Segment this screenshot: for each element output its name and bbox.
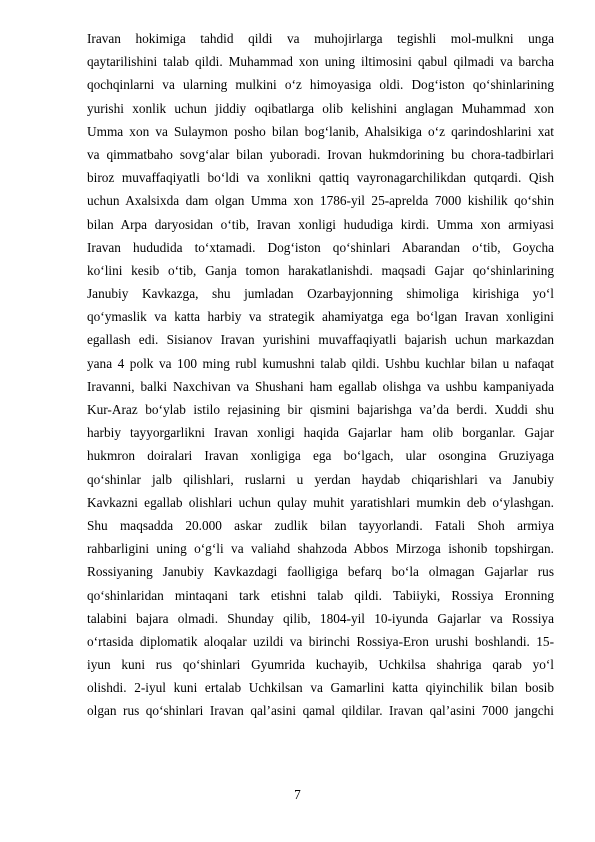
text-line: yurishi xonlik uchun jiddiy oqibatlarga olib kelishini anglagan Muhammad xon (87, 100, 554, 116)
text-line: Iravan hokimiga tahdid qildi va muhojirlarga tegishli mol-mulkni unga (87, 31, 554, 46)
text-line: talabini bajara olmadi. Shunday qilib, 1804-yil 10-iyunda Gajarlar va Rossiya (87, 610, 554, 626)
text-line: Umma xon va Sulaymon posho bilan bog‘lanib, Ahalsikiga o‘z qarindoshlarini xat (87, 123, 554, 139)
text-line: Kur-Araz bo‘ylab istilo rejasining bir qismini bajarishga va’da berdi. Xuddi shu (87, 402, 554, 417)
text-line: biroz muvaffaqiyatli bo‘ldi va xonlikni qattiq vayronagarchilikdan qutqardi. Qish (87, 170, 554, 186)
text-line: uchun Axalsixda dam olgan Umma xon 1786-yil 25-aprelda 7000 kishilik qo‘shin (87, 193, 554, 209)
text-line: qochqinlarni va ularning mulkini o‘z himoyasiga oldi. Dog‘iston qo‘shinlarining (87, 77, 554, 93)
text-line: bilan Arpa daryosidan o‘tib, Iravan xonligi hududiga kirdi. Umma xon armiyasi (87, 216, 554, 232)
text-line: olishdi. 2-iyul kuni ertalab Uchkilsan va Gamarlini katta qiyinchilik bilan bosib (87, 680, 554, 696)
text-line: yana 4 polk va 100 ming rubl kumushni talab qildi. Ushbu kuchlar bilan u nafaqat (87, 355, 554, 371)
text-line: qo‘shinlar jalb qilishlari, ruslarni u yerdan haydab chiqarishlari va Janubiy (87, 471, 554, 487)
text-line: Janubiy Kavkazga, shu jumladan Ozarbayjonning shimoliga kirishiga yo‘l (87, 286, 554, 302)
text-line: ko‘lini kesib o‘tib, Ganja tomon harakatlanishdi. maqsadi Gajar qo‘shinlarining (87, 262, 554, 278)
text-line: qo‘ymaslik va katta harbiy va strategik ahamiyatga ega bo‘lgan Iravan xonligini (87, 309, 554, 325)
document-body (87, 27, 554, 723)
text-line: o‘rtasida diplomatik aloqalar uzildi va birinchi Rossiya-Eron urushi boshlandi. 15- (87, 633, 554, 649)
text-line: Rossiyaning Janubiy Kavkazdagi faolligiga befarq bo‘la olmagan Gajarlar rus (87, 564, 554, 580)
text-line: iyun kuni rus qo‘shinlari Gyumrida kuchayib, Uchkilsa shahriga qarab yo‘l (87, 657, 554, 673)
text-line: Kavkazni egallab olishlari uchun qulay muhit yaratishlari mumkin deb o‘ylashgan. (87, 494, 554, 510)
text-line: Iravan hududida to‘xtamadi. Dog‘iston qo‘shinlari Abarandan o‘tib, Goycha (87, 239, 554, 255)
text-line: Iravanni, balki Naxchivan va Shushani ham egallab olishga va ushbu kampaniyada (87, 378, 554, 394)
text-line: qo‘shinlaridan mintaqani tark etishni talab qildi. Tabiiyki, Rossiya Eronning (87, 587, 554, 603)
text-line: qaytarilishini talab qildi. Muhammad xon uning iltimosini qabul qilmadi va barcha (87, 54, 554, 70)
text-line: rahbarligini uning o‘g‘li va valiahd shahzoda Abbos Mirzoga ishonib topshirgan. (87, 541, 554, 557)
text-line: olgan rus qo‘shinlari Iravan qal’asini qamal qildilar. Iravan qal’asini 7000 jangchi (87, 703, 554, 719)
text-line: hukmron doiralari Iravan xonligiga ega bo‘lgach, ular osongina Gruziyaga (87, 448, 554, 464)
text-line: egallash edi. Sisianov Iravan yurishini muvaffaqiyatli bajarish uchun markazdan (87, 332, 554, 348)
text-line: Shu maqsadda 20.000 askar zudlik bilan tayyorlandi. Fatali Shoh armiya (87, 517, 554, 533)
page-number: 7 (294, 787, 301, 802)
text-line: va qimmatbaho sovg‘alar bilan yuboradi. Irovan hukmdorining bu chora-tadbirlari (87, 146, 554, 162)
text-line: harbiy tayyorgarlikni Iravan xonligi haqida Gajarlar ham olib borganlar. Gajar (87, 425, 554, 441)
